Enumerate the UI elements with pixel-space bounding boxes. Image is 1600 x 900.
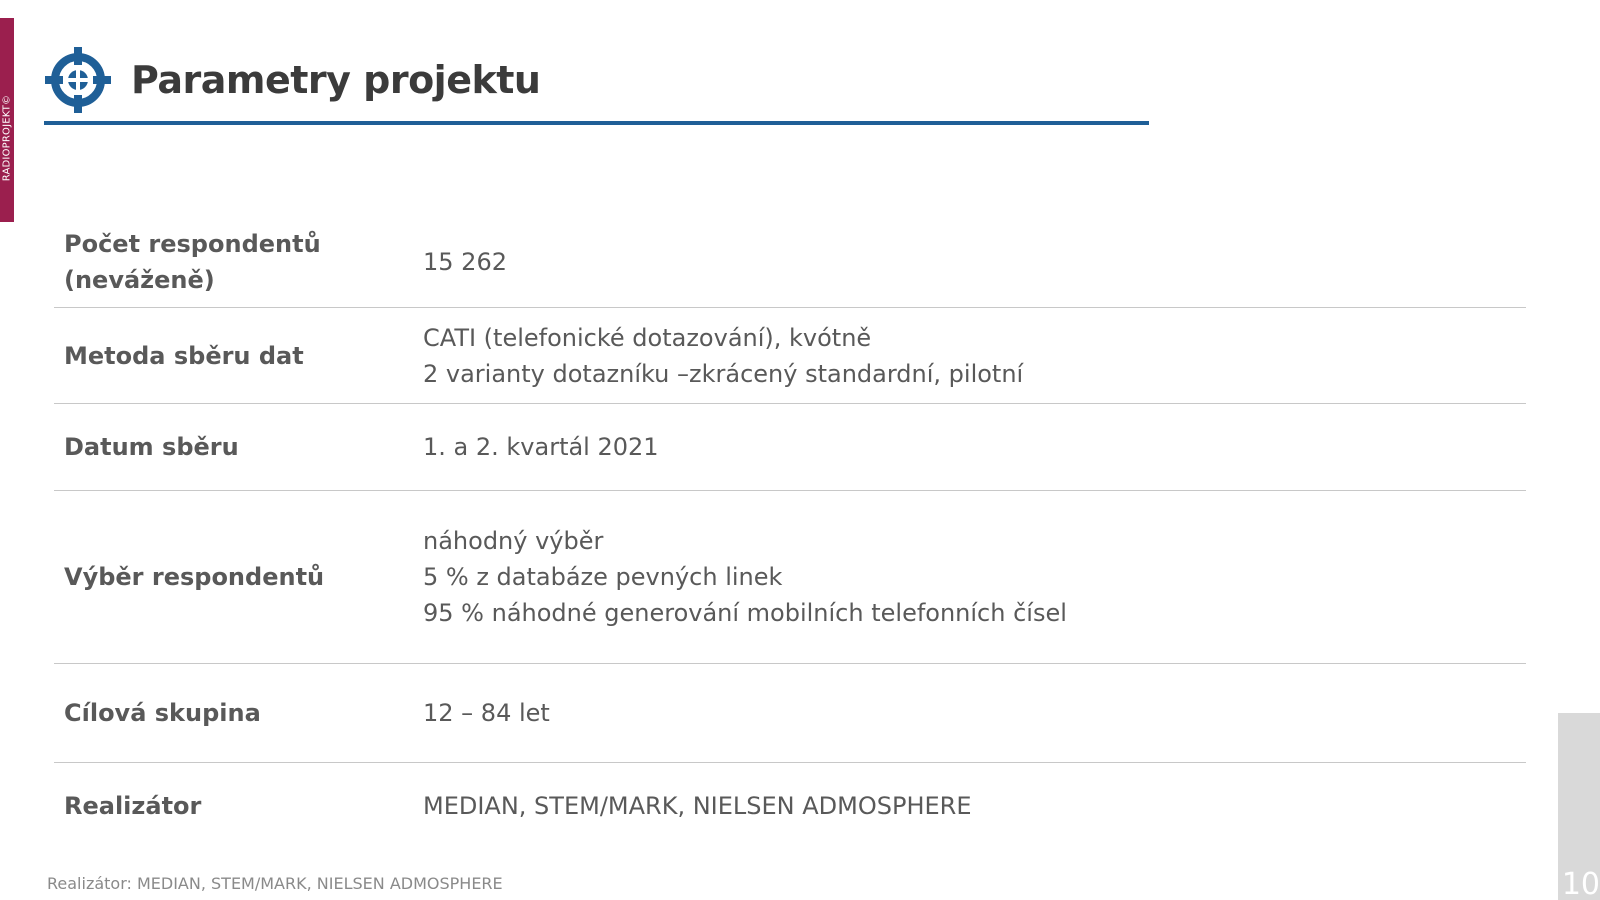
- parameter-label-line: (neváženě): [64, 265, 215, 294]
- parameter-value: [423, 244, 1526, 280]
- parameter-label-line: Metoda sběru dat: [64, 341, 304, 370]
- parameter-value-line: MEDIAN, STEM/MARK, NIELSEN ADMOSPHERE: [423, 792, 972, 820]
- parameter-label: [54, 338, 423, 374]
- parameter-label: [54, 226, 423, 298]
- parameter-value-line: 5 % z databáze pevných linek: [423, 563, 783, 591]
- parameter-label: [54, 559, 423, 595]
- parameter-value: [423, 429, 1526, 465]
- page-number: 10: [1561, 867, 1600, 900]
- parameter-value-line: 2 varianty dotazníku –zkrácený standardní, pilotní: [423, 359, 1024, 388]
- parameter-label-line: Datum sběru: [64, 433, 239, 461]
- parameter-value-line: 15 262: [423, 247, 507, 276]
- parameter-label: [54, 695, 423, 731]
- parameter-value-line: 1. a 2. kvartál 2021: [423, 433, 659, 461]
- parameter-label: [54, 429, 423, 465]
- parameters-table: [54, 216, 1526, 849]
- parameter-row-target-group: [54, 664, 1526, 763]
- parameter-value-line: 12 – 84 let: [423, 699, 550, 727]
- footer-note: Realizátor: MEDIAN, STEM/MARK, NIELSEN ADMOSPHERE: [47, 874, 503, 893]
- parameter-label-line: Cílová skupina: [64, 699, 261, 727]
- side-brand-text: RADIOPROJEKT©: [1, 94, 13, 182]
- parameter-value: [423, 695, 1526, 731]
- parameter-row-collection-method: [54, 308, 1526, 404]
- parameter-row-collection-date: [54, 404, 1526, 491]
- title-underline: [44, 121, 1149, 125]
- crosshair-target-icon: [44, 46, 112, 114]
- page-title: Parametry projektu: [131, 58, 541, 102]
- parameter-value: [423, 320, 1526, 392]
- parameter-label-line: Realizátor: [64, 792, 202, 820]
- page-number-box: [1558, 713, 1600, 900]
- parameter-value-line: CATI (telefonické dotazování), kvótně: [423, 323, 872, 352]
- side-brand-tab: [0, 18, 14, 222]
- parameter-label-line: Počet respondentů: [64, 229, 321, 258]
- parameter-value-line: 95 % náhodné generování mobilních telefonních čísel: [423, 599, 1067, 627]
- parameter-label: [54, 788, 423, 824]
- parameter-label-line: Výběr respondentů: [64, 563, 325, 591]
- parameter-row-contractor: [54, 763, 1526, 849]
- parameter-value-line: náhodný výběr: [423, 527, 604, 555]
- parameter-row-respondents-count: [54, 216, 1526, 308]
- parameter-value: [423, 788, 1526, 824]
- parameter-row-respondent-selection: [54, 491, 1526, 664]
- parameter-value: [423, 523, 1526, 631]
